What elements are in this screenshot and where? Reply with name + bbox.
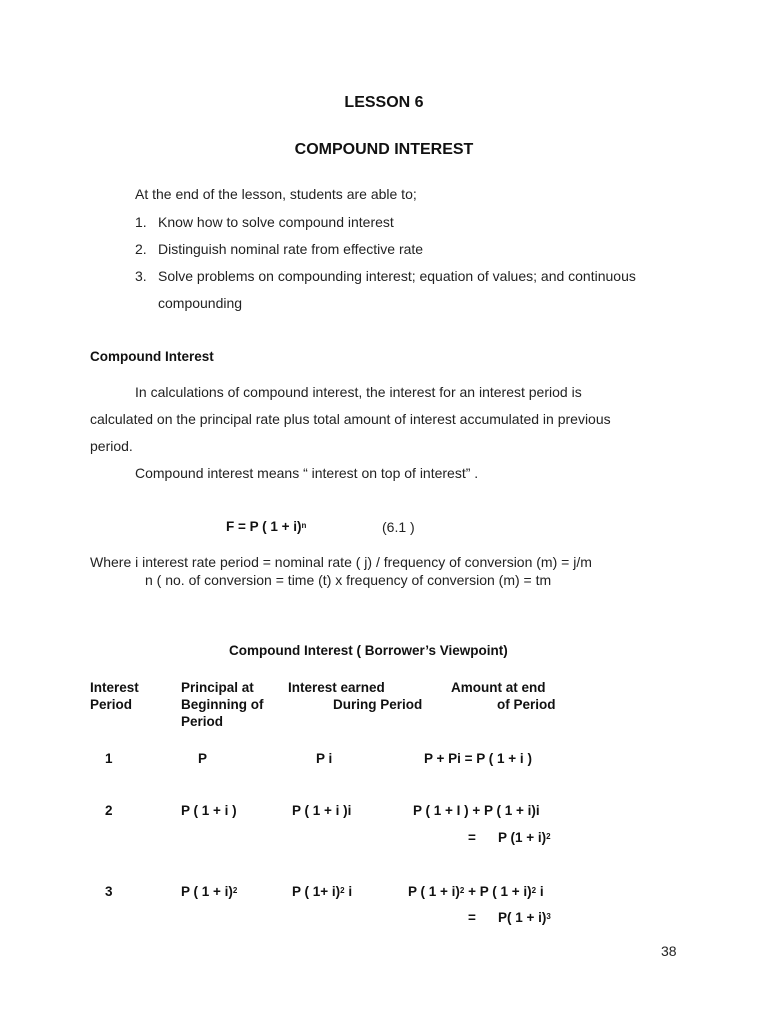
formula-main: F = P ( 1 + i) <box>226 519 302 534</box>
cell-amount: P ( 1 + I ) + P ( 1 + i)i <box>413 803 540 818</box>
cell-amount-equals: = <box>468 910 476 925</box>
cell-principal: P <box>198 751 208 766</box>
topic-title: COMPOUND INTEREST <box>294 141 474 158</box>
objective-number: 3. <box>135 268 147 284</box>
cell-period: 2 <box>105 803 113 818</box>
lesson-title: LESSON 6 <box>344 94 424 111</box>
paragraph-line: period. <box>90 438 133 454</box>
table-row <box>0 751 768 769</box>
header-interest-period: Interest <box>90 680 139 695</box>
cell-amount: P + Pi = P ( 1 + i ) <box>424 751 532 766</box>
cell-interest: P i <box>316 751 333 766</box>
header-interest-period: Period <box>90 697 133 712</box>
objectives-intro: At the end of the lesson, students are able to; <box>135 186 417 202</box>
formula-where-line: n ( no. of conversion = time (t) x frequency of conversion (m) = tm <box>145 572 552 588</box>
formula-number: (6.1 ) <box>382 519 415 535</box>
page-number: 38 <box>661 943 677 959</box>
header-principal: Beginning of <box>181 697 264 712</box>
paragraph-line: Compound interest means “ interest on top of interest” . <box>135 465 479 481</box>
objective-number: 1. <box>135 214 147 230</box>
header-amount-end: of Period <box>497 697 556 712</box>
cell-interest: P ( 1+ i)$^2$ i <box>292 884 353 899</box>
cell-amount-result: P $(1 + i)^2$ <box>498 830 551 845</box>
section-heading: Compound Interest <box>90 349 214 364</box>
objective-item: Distinguish nominal rate from effective rate <box>158 241 424 257</box>
table-row <box>0 884 768 932</box>
table-caption: Compound Interest ( Borrower’s Viewpoint) <box>229 643 508 658</box>
formula-where-line: Where i interest rate period = nominal rate ( j) / frequency of conversion (m) = j/m <box>90 554 592 570</box>
header-amount-end: Amount at end <box>451 680 546 695</box>
header-principal: Principal at <box>181 680 254 695</box>
cell-amount: P ( 1 + i)$^2$ + P ( 1 + i)$^2$ i <box>408 884 544 899</box>
objective-item: Know how to solve compound interest <box>158 214 394 230</box>
cell-principal: P ( 1 + i ) <box>181 803 237 818</box>
objective-item-continuation: compounding <box>158 295 243 311</box>
cell-amount-equals: = <box>468 830 476 845</box>
cell-amount-result: P( 1 + i)$^3$ <box>498 910 551 925</box>
cell-principal: P ( 1 + i)$^2$ <box>181 884 238 899</box>
cell-period: 1 <box>105 751 113 766</box>
paragraph-line: calculated on the principal rate plus total amount of interest accumulated in previous <box>90 411 611 427</box>
objective-item: Solve problems on compounding interest; equation of values; and continuous <box>158 268 636 284</box>
header-principal: Period <box>181 714 224 729</box>
paragraph-line: In calculations of compound interest, the interest for an interest period is <box>135 384 582 400</box>
table-row <box>0 803 768 851</box>
cell-interest: P ( 1 + i )i <box>292 803 352 818</box>
cell-period: 3 <box>105 884 113 899</box>
header-interest-earned: Interest earned <box>288 680 385 695</box>
header-interest-earned: During Period <box>333 697 423 712</box>
objective-number: 2. <box>135 241 147 257</box>
compound-interest-formula <box>226 519 306 534</box>
formula-exponent: n <box>301 521 307 530</box>
